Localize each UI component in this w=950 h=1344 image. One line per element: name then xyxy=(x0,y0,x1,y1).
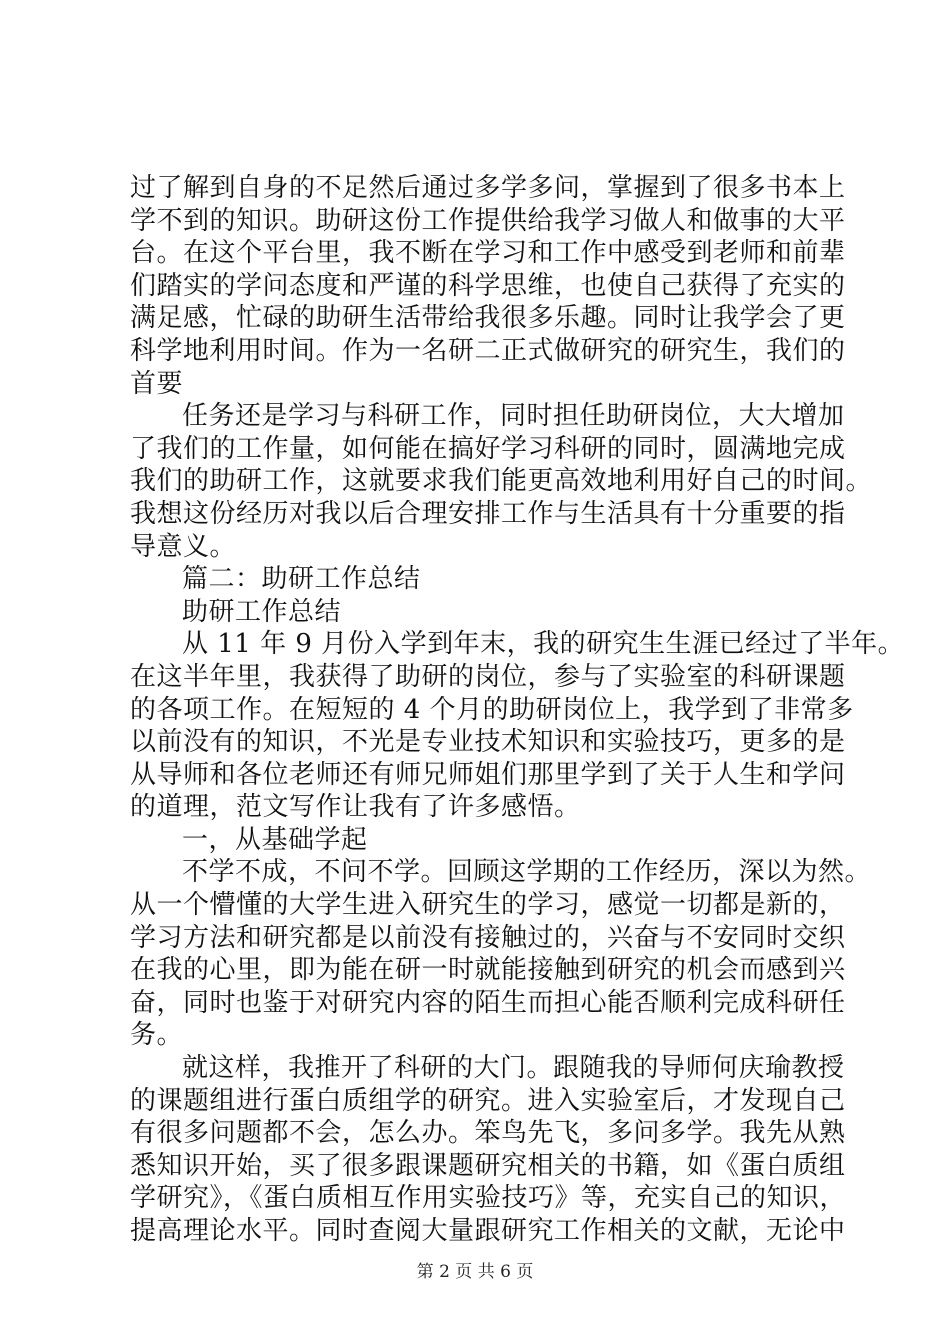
text-line: 了我们的工作量，如何能在搞好学习科研的同时，圆满地完成 xyxy=(130,433,846,464)
text-line: 悉知识开始，买了很多跟课题研究相关的书籍，如《蛋白质组 xyxy=(130,1150,846,1181)
page-footer xyxy=(0,1262,950,1282)
text-line: 满足感，忙碌的助研生活带给我很多乐趣。同时让我学会了更 xyxy=(130,303,846,334)
text-line: 不学不成，不问不学。回顾这学期的工作经历，深以为然。 xyxy=(182,857,872,888)
text-line: 从一个懵懂的大学生进入研究生的学习，感觉一切都是新的， xyxy=(130,890,846,921)
text-line: 在这半年里，我获得了助研的岗位，参与了实验室的科研课题 xyxy=(130,661,846,692)
text-line: 学习方法和研究都是以前没有接触过的，兴奋与不安同时交织 xyxy=(130,922,846,953)
text-line: 篇二：助研工作总结 xyxy=(182,564,421,595)
text-line: 提高理论水平。同时查阅大量跟研究工作相关的文献，无论中 xyxy=(130,1216,846,1246)
text-line: 从 11 年 9 月份入学到年末，我的研究生生涯已经过了半年。 xyxy=(182,629,905,660)
text-line: 有很多问题都不会，怎么办。笨鸟先飞，多问多学。我先从熟 xyxy=(130,1118,846,1149)
text-line: 台。在这个平台里，我不断在学习和工作中感受到老师和前辈 xyxy=(130,238,846,269)
text-line: 我们的助研工作，这就要求我们能更高效地利用好自己的时间。 xyxy=(130,466,873,497)
text-line: 从导师和各位老师还有师兄师姐们那里学到了关于人生和学问 xyxy=(130,759,846,790)
text-line: 以前没有的知识，不光是专业技术知识和实验技巧，更多的是 xyxy=(130,727,846,758)
text-line: 助研工作总结 xyxy=(182,596,342,627)
text-line: 学不到的知识。助研这份工作提供给我学习做人和做事的大平 xyxy=(130,205,846,236)
text-line: 务。 xyxy=(130,1020,184,1051)
text-line: 的课题组进行蛋白质组学的研究。进入实验室后，才发现自己 xyxy=(130,1085,846,1116)
text-line: 奋，同时也鉴于对研究内容的陌生而担心能否顺利完成科研任 xyxy=(130,987,846,1018)
text-line: 在我的心里，即为能在研一时就能接触到研究的机会而感到兴 xyxy=(130,955,846,986)
text-line: 一，从基础学起 xyxy=(182,824,368,855)
text-line: 学研究》，《蛋白质相互作用实验技巧》等，充实自己的知识， xyxy=(130,1183,847,1214)
text-line: 就这样，我推开了科研的大门。跟随我的导师何庆瑜教授 xyxy=(182,1053,845,1084)
page-number: 第 2 页 共 6 页 xyxy=(416,1262,534,1282)
text-line: 任务还是学习与科研工作，同时担任助研岗位，大大增加 xyxy=(182,401,845,432)
text-line: 首要 xyxy=(130,368,184,399)
text-line: 我想这份经历对我以后合理安排工作与生活具有十分重要的指 xyxy=(130,498,846,529)
document-body xyxy=(130,172,905,1248)
text-line: 科学地利用时间。作为一名研二正式做研究的研究生，我们的 xyxy=(130,335,846,366)
text-line: 的各项工作。在短短的 4 个月的助研岗位上，我学到了非常多 xyxy=(130,694,854,725)
text-line: 们踏实的学问态度和严谨的科学思维，也使自己获得了充实的 xyxy=(130,270,846,301)
text-line: 导意义。 xyxy=(130,531,237,562)
text-line: 的道理，范文写作让我有了许多感悟。 xyxy=(130,792,581,823)
text-line: 过了解到自身的不足然后通过多学多问，掌握到了很多书本上 xyxy=(130,173,846,203)
